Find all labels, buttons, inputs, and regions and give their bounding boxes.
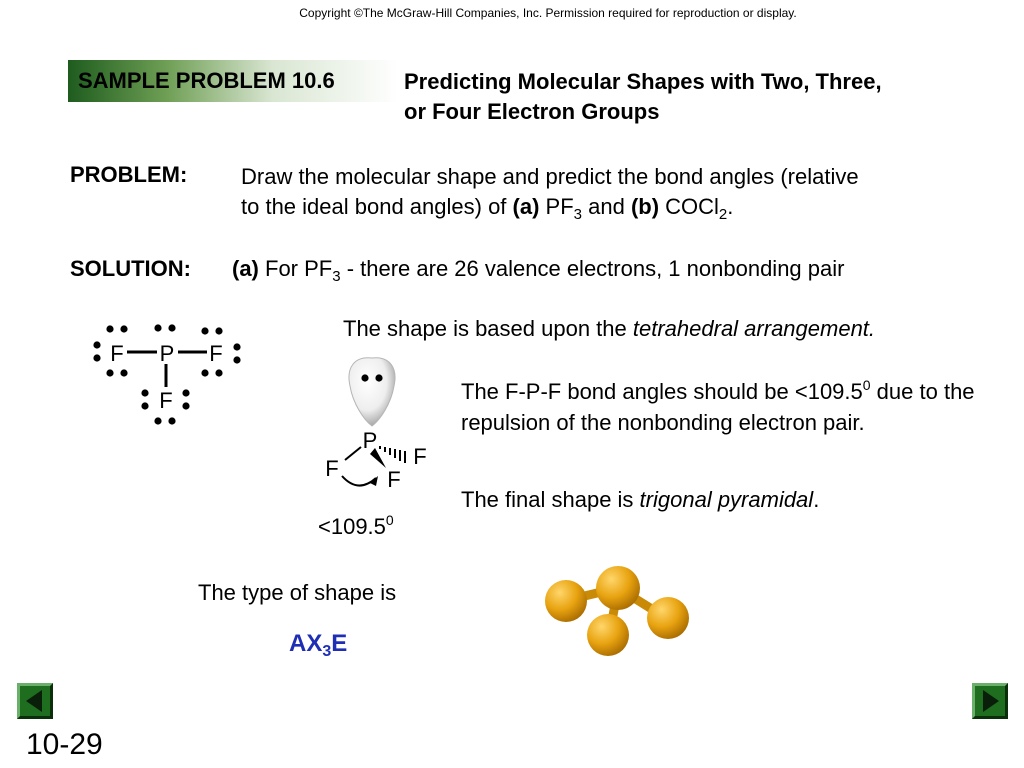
solution-part-a-marker: (a) (232, 256, 259, 281)
wedge-atom-left: F (325, 456, 339, 481)
solution-subscript: 3 (332, 268, 341, 285)
solution-text-end: - there are 26 valence electrons, 1 nonbonding pair (340, 256, 845, 281)
final-shape-end: . (813, 487, 820, 512)
final-shape-italic: trigonal pyramidal (639, 487, 814, 512)
bond-angle-arc (342, 476, 376, 486)
lewis-atom-left: F (110, 341, 124, 366)
central-atom-ball (596, 566, 640, 610)
problem-label: PROBLEM: (70, 162, 188, 187)
bond-angle-value: <109.5 (318, 514, 386, 539)
final-shape-text (461, 487, 819, 513)
next-slide-button[interactable] (972, 683, 1008, 719)
forward-arrow-icon (975, 686, 1005, 716)
problem-line-1: Draw the molecular shape and predict the bond angles (relative (241, 164, 859, 189)
formula-ax: AX (289, 630, 323, 657)
formula-ax-subscript: 3 (322, 643, 332, 660)
angles-text-end: due to the repulsion of the nonbonding electron pair. (461, 379, 975, 435)
formula-e: E (331, 630, 348, 657)
shape-basis-text (343, 316, 875, 342)
page-title (404, 67, 984, 127)
wedge-atom-front: F (387, 467, 401, 492)
previous-slide-button[interactable] (17, 683, 53, 719)
angles-text-start: The F-P-F bond angles should be <109.5 (461, 379, 863, 404)
sample-problem-label: SAMPLE PROBLEM 10.6 (78, 68, 335, 93)
part-b-marker: (b) (630, 194, 660, 219)
formula-cocl: COCl (659, 194, 719, 219)
copyright-notice: Copyright ©The McGraw-Hill Companies, Inc. Permission required for reproduction or display. (299, 6, 797, 20)
fluorine-ball-left (545, 580, 587, 622)
formula-pf-subscript: 3 (573, 206, 582, 223)
part-a-marker: (a) (512, 194, 540, 219)
angles-text-degree: 0 (862, 377, 871, 393)
wedge-dash-structure (318, 350, 438, 500)
lewis-structure-diagram (88, 318, 248, 430)
final-shape-start: The final shape is (461, 487, 640, 512)
formula-pf: PF (539, 194, 574, 219)
title-line-2: or Four Electron Groups (404, 99, 660, 124)
fluorine-ball-front (587, 614, 629, 656)
problem-text (241, 162, 981, 222)
lewis-atom-bottom: F (159, 388, 173, 413)
solution-text-start: For PF (258, 256, 333, 281)
lewis-atom-center: P (159, 341, 175, 366)
and-word: and (582, 194, 631, 219)
solution-text (232, 256, 845, 285)
problem-period: . (727, 194, 734, 219)
back-arrow-icon (20, 686, 50, 716)
bond-angle-label (318, 514, 394, 540)
fluorine-ball-right (647, 597, 689, 639)
wedge-atom-center: P (362, 428, 378, 453)
problem-line-2-text: to the ideal bond angles) of (241, 194, 513, 219)
wedge-atom-right: F (413, 444, 427, 469)
page-number: 10-29 (26, 728, 103, 761)
lewis-atom-right: F (209, 341, 223, 366)
solution-label: SOLUTION: (70, 256, 191, 281)
title-line-1: Predicting Molecular Shapes with Two, Three, (404, 69, 882, 94)
problem-line-2 (241, 192, 981, 222)
bond-angles-explanation (461, 376, 1006, 438)
shape-type-text: The type of shape is (198, 580, 397, 605)
shape-type-formula (289, 630, 347, 658)
lone-pair-lobe (349, 358, 395, 426)
bond-angle-degree: 0 (385, 512, 394, 528)
formula-cocl-subscript: 2 (718, 206, 728, 223)
ball-and-stick-model (538, 560, 694, 660)
shape-basis-start: The shape is based upon the (343, 316, 633, 341)
shape-basis-italic: tetrahedral arrangement. (632, 316, 876, 341)
